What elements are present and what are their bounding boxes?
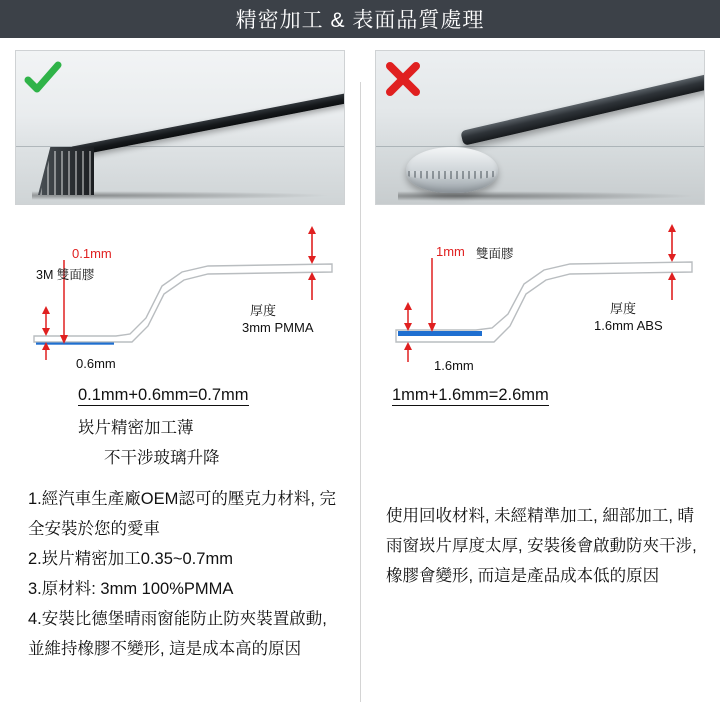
page-title: 精密加工 & 表面品質處理	[235, 9, 485, 32]
list-item: 1.經汽車生產廠OEM認可的壓克力材料, 完全安裝於您的愛車	[28, 490, 337, 538]
benefits-list	[28, 484, 346, 664]
photo-good	[15, 50, 345, 205]
column-bad	[360, 38, 720, 720]
formula-text: 1mm+1.6mm=2.6mm	[392, 386, 549, 404]
photo-horizon-line	[376, 146, 704, 147]
cross-section-drawing	[12, 214, 348, 384]
list-item: 2.崁片精密加工0.35~0.7mm	[28, 550, 233, 568]
cross-mark-icon	[384, 60, 422, 98]
badge-rejected	[384, 60, 422, 98]
tape-name-label: 3M 雙面膠	[36, 268, 95, 282]
column-divider	[360, 82, 361, 702]
trim-foot-thick	[406, 147, 498, 193]
tape-name-label: 雙面膠	[476, 247, 514, 261]
thickness-label: 厚度	[250, 303, 277, 318]
paragraph-text: 使用回收材料, 未經精準加工, 細部加工, 晴雨窗崁片厚度太厚, 安裝後會啟動防夾干涉, 橡膠會變形, 而這是產品成本低的原因	[386, 506, 697, 585]
formula-text: 0.1mm+0.6mm=0.7mm	[78, 386, 249, 404]
thickness-value: 3mm PMMA	[242, 320, 314, 335]
tape-thickness-value: 1mm	[436, 244, 465, 259]
subline-1: 崁片精密加工薄	[78, 419, 194, 437]
trim-foot-edge-texture	[408, 171, 496, 179]
thickness-label: 厚度	[610, 301, 637, 316]
cross-section-bad	[372, 214, 708, 384]
comparison-columns	[0, 38, 720, 720]
formula-bad	[360, 386, 720, 405]
list-item: 3.原材料: 3mm 100%PMMA	[28, 580, 234, 598]
cross-section-good	[12, 214, 348, 384]
thickness-value: 1.6mm ABS	[594, 318, 663, 333]
photo-bad	[375, 50, 705, 205]
subline-2: 不干涉玻璃升降	[104, 449, 220, 467]
header-bar	[0, 0, 720, 38]
base-thickness-value: 0.6mm	[76, 356, 116, 371]
base-thickness-value: 1.6mm	[434, 358, 474, 373]
formula-good	[0, 386, 360, 405]
cross-section-drawing	[372, 214, 708, 384]
badge-approved	[24, 60, 62, 98]
photo-horizon-line	[16, 146, 344, 147]
tape-thickness-value: 0.1mm	[72, 246, 112, 261]
list-item: 4.安裝比德堡晴雨窗能防止防夾裝置啟動, 並維持橡膠不變形, 這是成本高的原因	[28, 610, 327, 658]
column-good	[0, 38, 360, 720]
check-mark-icon	[24, 60, 62, 98]
drawbacks-paragraph	[386, 484, 704, 607]
